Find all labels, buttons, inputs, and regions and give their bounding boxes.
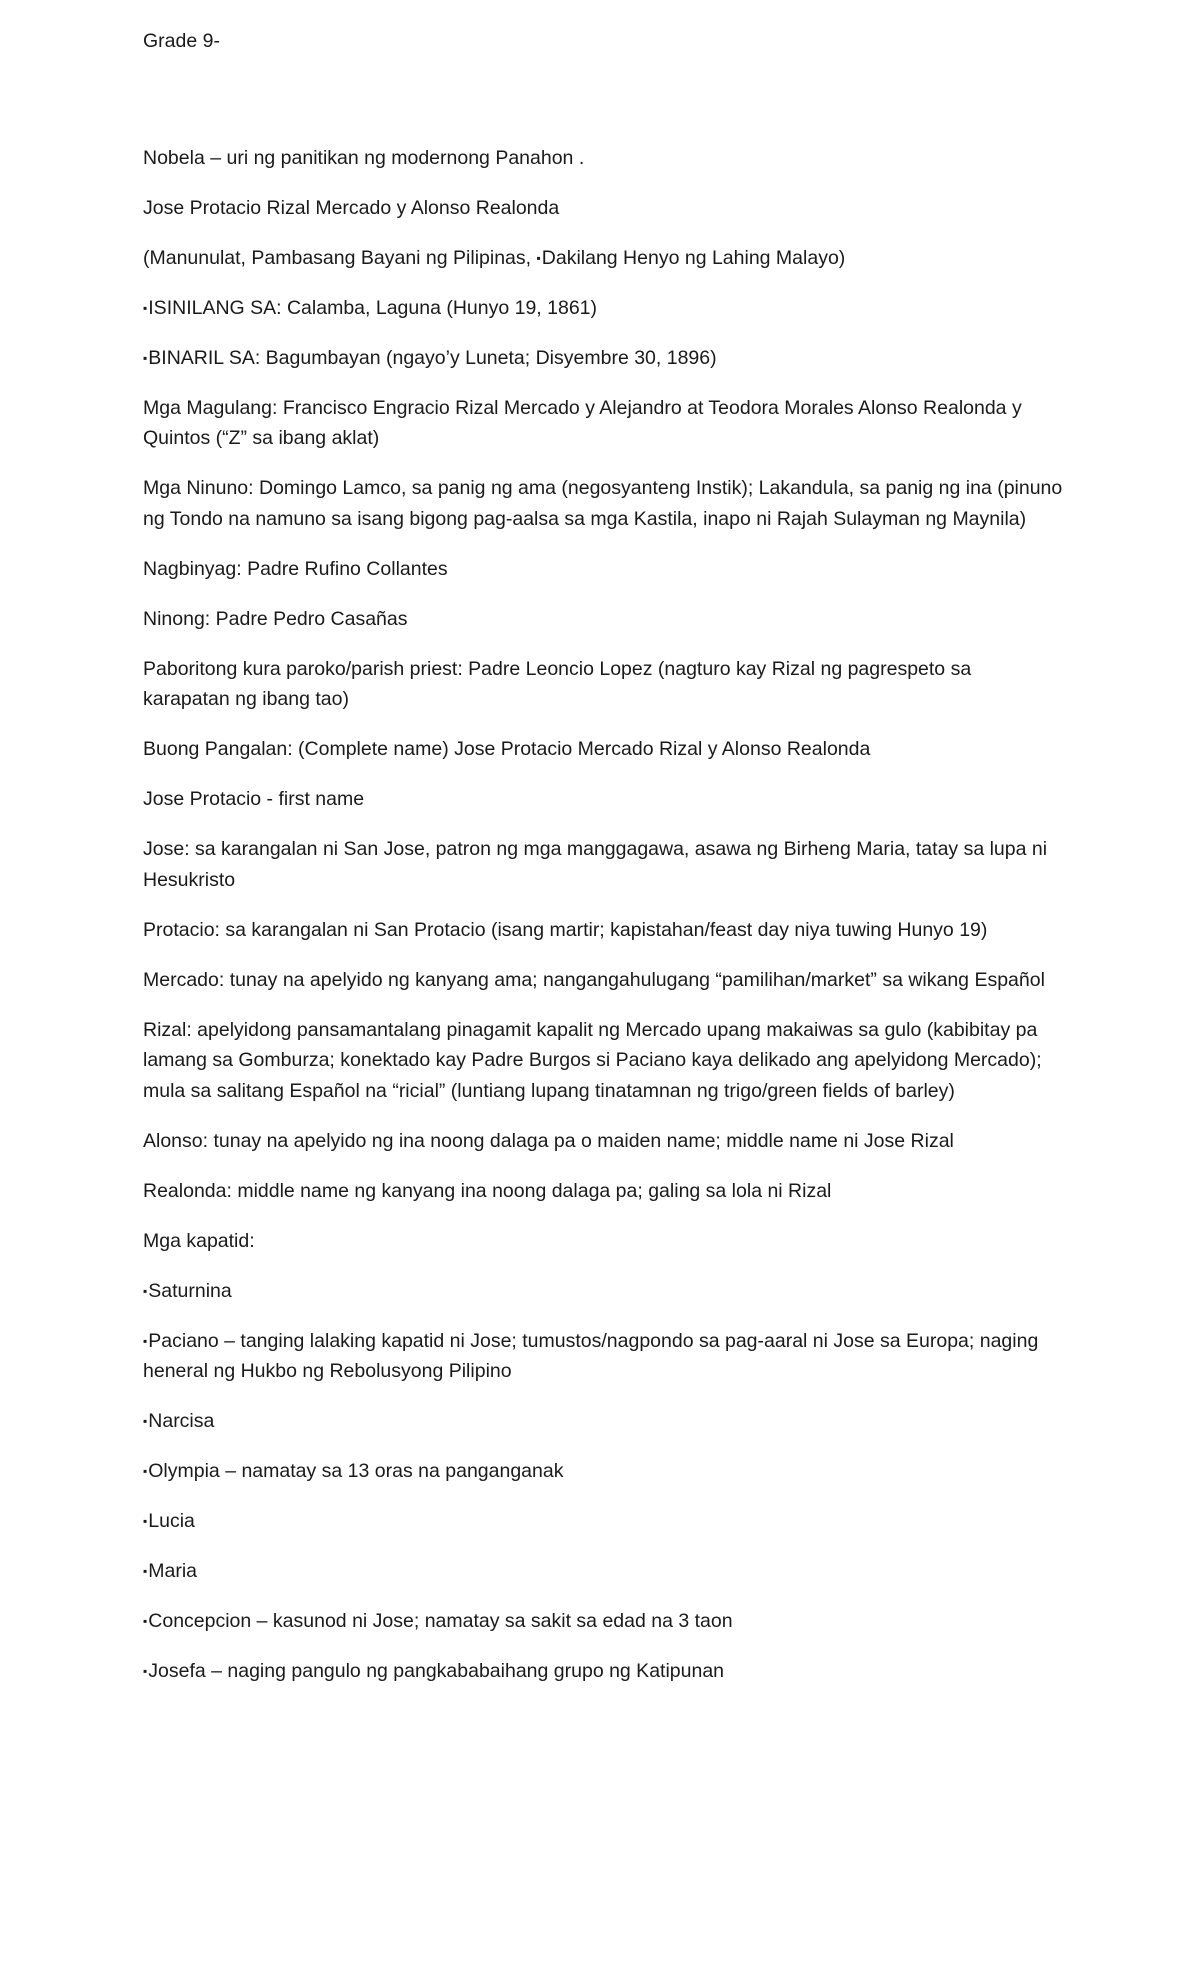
list-item-olympia: [143, 1456, 1063, 1487]
paragraph-jose: [143, 834, 1063, 895]
list-item-lucia: [143, 1506, 1063, 1537]
paragraph-text: Paciano – tanging lalaking kapatid ni Jose; tumustos/nagpondo sa pag-aaral ni Jose sa Europa; naging heneral ng Hukbo ng Rebolusyong Pilipino: [143, 1329, 1039, 1382]
paragraph-baptizer: [143, 554, 1063, 585]
paragraph-text: Ninong: Padre Pedro Casañas: [143, 607, 408, 630]
document-header: Grade 9-: [143, 30, 220, 52]
paragraph-text: BINARIL SA: Bagumbayan (ngayo’y Luneta; Disyembre 30, 1896): [148, 346, 717, 369]
paragraph-titles: [143, 243, 1063, 274]
paragraph-text: Protacio: sa karangalan ni San Protacio (isang martir; kapistahan/feast day niya tuwing Hunyo 19): [143, 918, 988, 941]
paragraph-text: ISINILANG SA: Calamba, Laguna (Hunyo 19, 1861): [148, 296, 598, 319]
paragraph-text: (Manunulat, Pambasang Bayani ng Pilipinas,: [143, 246, 537, 269]
paragraph-text: Mga kapatid:: [143, 1229, 255, 1252]
paragraph-text: Mga Magulang: Francisco Engracio Rizal Mercado y Alejandro at Teodora Morales Alonso Realonda y Quintos (“Z” sa ibang aklat): [143, 396, 1022, 449]
list-item-concepcion: [143, 1606, 1063, 1637]
paragraph-text: Lucia: [148, 1510, 195, 1532]
list-item-josefa: [143, 1656, 1063, 1687]
paragraph-alonso: [143, 1126, 1063, 1157]
bullet-icon: ▪: [536, 250, 541, 265]
paragraph-ancestors: [143, 473, 1063, 534]
list-item-paciano: [143, 1326, 1063, 1387]
paragraph-protacio: [143, 915, 1063, 946]
bullet-icon: ▪: [143, 1514, 148, 1528]
paragraph-text: Rizal: apelyidong pansamantalang pinagamit kapalit ng Mercado upang makaiwas sa gulo (kabibitay pa lamang sa Gomburza; konektado kay Padre Burgos si Paciano kaya delikado ang apelyidong Mercado); mula sa salitang Español na “ricial” (luntiang lupang tinatamnan ng trigo/green fields of barley): [143, 1018, 1042, 1102]
paragraph-text: Narcisa: [148, 1410, 215, 1432]
paragraph-text: Buong Pangalan: (Complete name) Jose Protacio Mercado Rizal y Alonso Realonda: [143, 738, 871, 760]
paragraph-complete-name: [143, 734, 1063, 765]
bullet-icon: ▪: [143, 1664, 148, 1678]
bullet-icon: ▪: [143, 1464, 148, 1478]
paragraph-text: Concepcion – kasunod ni Jose; namatay sa sakit sa edad na 3 taon: [148, 1610, 733, 1632]
paragraph-execution: [143, 343, 1063, 374]
paragraph-first-name: [143, 784, 1063, 815]
paragraph-birthplace: [143, 293, 1063, 324]
paragraph-nobela: [143, 143, 1063, 174]
bullet-icon: ▪: [143, 300, 148, 315]
paragraph-text: Nobela – uri ng panitikan ng modernong Panahon .: [143, 146, 585, 169]
paragraph-text: Josefa – naging pangulo ng pangkababaihang grupo ng Katipunan: [148, 1660, 725, 1682]
bullet-icon: ▪: [143, 1564, 148, 1578]
paragraph-text-continued: Dakilang Henyo ng Lahing Malayo): [541, 246, 846, 269]
list-item-maria: [143, 1556, 1063, 1587]
list-item-narcisa: [143, 1406, 1063, 1437]
paragraph-parish-priest: [143, 654, 1063, 715]
paragraph-text: Jose Protacio - first name: [143, 788, 365, 810]
bullet-icon: ▪: [143, 1333, 148, 1348]
paragraph-siblings-heading: [143, 1226, 1063, 1257]
paragraph-text: Maria: [148, 1560, 198, 1582]
paragraph-realonda: [143, 1176, 1063, 1207]
bullet-icon: ▪: [143, 350, 148, 365]
paragraph-text: Olympia – namatay sa 13 oras na panganganak: [148, 1460, 564, 1482]
paragraph-text: Jose Protacio Rizal Mercado y Alonso Realonda: [143, 196, 560, 219]
paragraph-full-name: [143, 193, 1063, 224]
paragraph-text: Realonda: middle name ng kanyang ina noong dalaga pa; galing sa lola ni Rizal: [143, 1179, 832, 1202]
paragraph-text: Mercado: tunay na apelyido ng kanyang ama; nangangahulugang “pamilihan/market” sa wikang Español: [143, 968, 1045, 991]
paragraph-text: Nagbinyag: Padre Rufino Collantes: [143, 557, 448, 580]
bullet-icon: ▪: [143, 1614, 148, 1628]
paragraph-text: Paboritong kura paroko/parish priest: Padre Leoncio Lopez (nagturo kay Rizal ng pagrespeto sa karapatan ng ibang tao): [143, 657, 972, 710]
document-body: [143, 26, 1063, 1706]
paragraph-godfather: [143, 604, 1063, 635]
bullet-icon: ▪: [143, 1414, 148, 1428]
list-item-saturnina: [143, 1276, 1063, 1307]
paragraph-rizal: [143, 1015, 1063, 1107]
paragraph-text: Jose: sa karangalan ni San Jose, patron ng mga manggagawa, asawa ng Birheng Maria, tatay sa lupa ni Hesukristo: [143, 838, 1048, 891]
paragraph-text: Alonso: tunay na apelyido ng ina noong dalaga pa o maiden name; middle name ni Jose Rizal: [143, 1129, 954, 1152]
paragraph-text: Mga Ninuno: Domingo Lamco, sa panig ng ama (negosyanteng Instik); Lakandula, sa panig ng ina (pinuno ng Tondo na namuno sa isang bigong pag-aalsa sa mga Kastila, inapo ni Rajah Sulayman ng Maynila): [143, 477, 1063, 530]
paragraph-text: Saturnina: [148, 1279, 232, 1302]
paragraph-parents: [143, 393, 1063, 454]
bullet-icon: ▪: [143, 1283, 148, 1298]
paragraph-mercado: [143, 965, 1063, 996]
